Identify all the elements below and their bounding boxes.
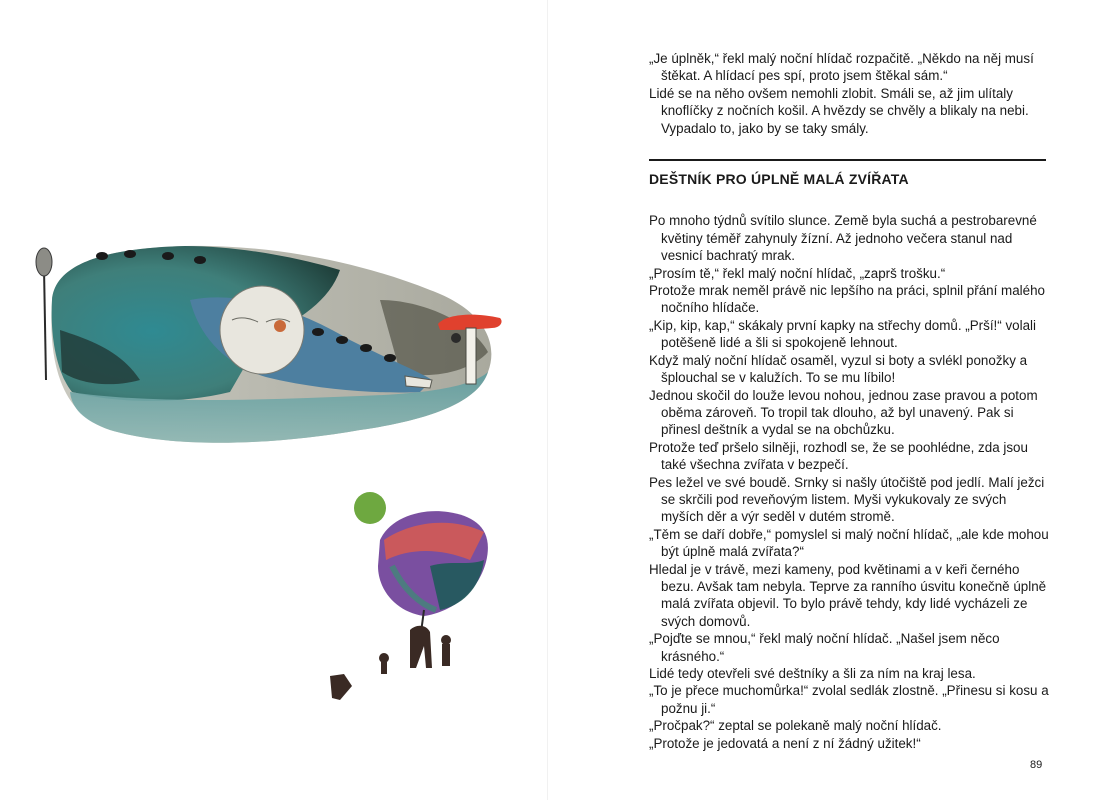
story-paragraph: „Protože je jedovatá a není z ní žádný užitek!“	[649, 735, 921, 751]
story-paragraph: Protože teď pršelo silněji, rozhodl se, že se poohlédne, zda jsou také všechna zvířata v bezpečí.	[649, 439, 1028, 473]
intro-paragraph: „Je úplněk,“ řekl malý noční hlídač rozpačitě. „Někdo na něj musí štěkat. A hlídací pes spí, proto jsem štěkal sám.“	[649, 51, 1034, 84]
story-paragraph: Jednou skočil do louže levou nohou, jednou zase pravou a potom oběma zároveň. To tropil tak dlouho, až byl unavený. Pak si přinesl deštník a vydal se na obchůzku.	[649, 387, 1038, 438]
section-heading: DEŠTNÍK PRO ÚPLNĚ MALÁ ZVÍŘATA	[649, 171, 909, 188]
story-paragraph: „Prosím tě,“ řekl malý noční hlídač, „zaprš trošku.“	[649, 265, 946, 281]
story-paragraph: Pes ležel ve své boudě. Srnky si našly útočiště pod jedlí. Malí ježci se skrčili pod reveňovým listem. Myši vykukovaly ze svých myších děr a výr seděl v dutém stromě.	[649, 474, 1045, 525]
umbrella-scene	[330, 492, 488, 700]
story-paragraph: „To je přece muchomůrka!“ zvolal sedlák zlostně. „Přinesu si kosu a požnu ji.“	[649, 683, 1049, 716]
story-paragraph: „Pročpak?“ zeptal se polekaně malý noční hlídač.	[649, 718, 942, 734]
seedhead-plant	[36, 248, 52, 380]
page-gutter	[547, 0, 548, 800]
story-paragraph: Protože mrak neměl právě nic lepšího na práci, splnil přání malého nočního hlídače.	[649, 283, 1045, 316]
text-column	[649, 50, 1049, 752]
page-number: 89	[1030, 759, 1043, 771]
story-paragraph: Po mnoho týdnů svítilo slunce. Země byla suchá a pestrobarevné květiny téměř zahynuly žízní. Až jednoho večera stanul nad vesnicí bachratý mrak.	[649, 213, 1037, 264]
story-paragraph: Lidé tedy otevřeli své deštníky a šli za ním na kraj lesa.	[649, 666, 976, 681]
story-paragraph: Hledal je v trávě, mezi kameny, pod květinami a v keři černého bezu. Avšak tam nebyla. Teprve za ranního úsvitu konečně úplně malá zvířata objevil. To bylo právě tehdy, kdy lidé vycházeli ze svých domovů.	[649, 561, 1047, 629]
intro-paragraph: Lidé se na něho ovšem nemohli zlobit. Smáli se, až jim ulítaly knoflíčky z nočních košil. A hvězdy se chvěly a blikaly na nebi. Vypadalo to, jako by se taky smály.	[649, 85, 1029, 136]
story-paragraph: „Pojďte se mnou,“ řekl malý noční hlídač. „Našel jsem něco krásného.“	[649, 631, 1000, 664]
story-paragraph: Když malý noční hlídač osaměl, vyzul si boty a svlékl ponožky a šplouchal se v kalužích. To se mu líbilo!	[649, 352, 1028, 386]
story-paragraph: „Kip, kip, kap,“ skákaly první kapky na střechy domů. „Prší!“ volali potěšeně lidé a šli si spokojeně lehnout.	[649, 317, 1036, 351]
story-paragraph: „Těm se daří dobře,“ pomyslel si malý noční hlídač, „ale kde mohou být úplně malá zvířata?“	[649, 526, 1049, 560]
section-divider	[649, 159, 1046, 161]
